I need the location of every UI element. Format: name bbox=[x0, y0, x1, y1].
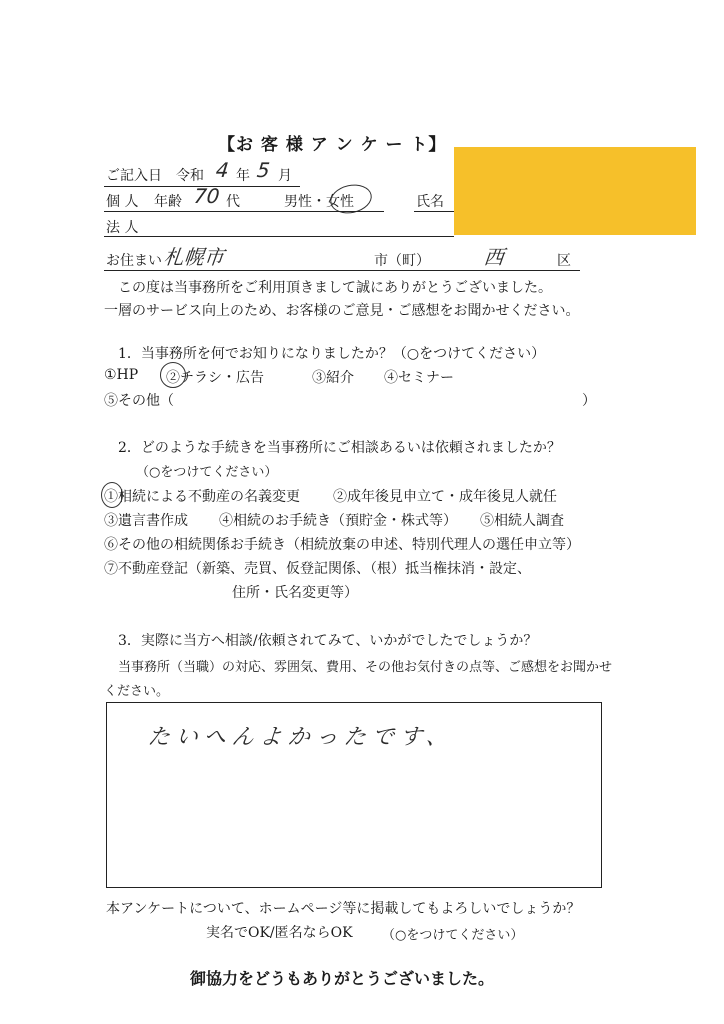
q1-question: 1．当事務所を何でお知りになりましたか？（○をつけてください） bbox=[118, 346, 546, 362]
age-value: 70 bbox=[192, 184, 221, 208]
q2-option-1: ①相続による不動産の名義変更 bbox=[104, 489, 300, 505]
q2-option-2: ②成年後見申立て・成年後見人就任 bbox=[333, 489, 557, 505]
individual-underline bbox=[104, 211, 384, 212]
q2-option-6: ⑥その他の相続関係お手続き（相続放棄の申述、特別代理人の選任申立等） bbox=[104, 537, 580, 553]
month-unit: 月 bbox=[278, 168, 292, 184]
q2-option-7-cont: 住所・氏名変更等） bbox=[232, 585, 358, 601]
q1-selection-circle bbox=[160, 362, 186, 388]
age-unit: 代 bbox=[226, 194, 240, 210]
year-value: 4 bbox=[214, 158, 230, 182]
corp-label: 法 人 bbox=[106, 220, 139, 236]
individual-label: 個 人 bbox=[106, 194, 139, 210]
city-label: 市（町） bbox=[374, 253, 430, 269]
q1-option-referral: ③紹介 bbox=[312, 370, 354, 386]
q1-option-other: ⑤その他（ bbox=[104, 393, 174, 409]
era-label: 令和 bbox=[176, 168, 204, 184]
page-title: 【お 客 様 ア ン ケ ー ト】 bbox=[218, 135, 447, 155]
date-label: ご記入日 bbox=[106, 168, 162, 184]
intro-line-2: 一層のサービス向上のため、お客様のご意見・ご感想をお聞かせください。 bbox=[104, 303, 580, 319]
year-unit: 年 bbox=[236, 168, 250, 184]
address-city-value: 札幌市 bbox=[162, 245, 226, 269]
publish-instruction: （○をつけてください） bbox=[382, 928, 524, 943]
ward-label: 区 bbox=[557, 253, 571, 269]
q2-question: 2．どのような手続きを当事務所にご相談あるいは依頼されましたか？ bbox=[118, 440, 561, 456]
publish-options: 実名でOK/匿名ならOK bbox=[206, 925, 353, 941]
ward-value: 西 bbox=[482, 245, 506, 269]
q3-instruction-1: 当事務所（当職）の対応、雰囲気、費用、その他お気付きの点等、ご感想をお聞かせ bbox=[118, 660, 613, 675]
q1-option-flyer: ②チラシ・広告 bbox=[166, 370, 264, 386]
name-label: 氏名 bbox=[416, 194, 444, 210]
intro-line-1: この度は当事務所をご利用頂きまして誠にありがとうございました。 bbox=[118, 280, 552, 296]
q2-instruction: （○をつけてください） bbox=[136, 465, 278, 480]
closing-message: 御協力をどうもありがとうございました。 bbox=[190, 969, 495, 988]
comment-answer: たいへんよかったです、 bbox=[146, 725, 456, 750]
q2-option-5: ⑤相続人調査 bbox=[480, 513, 564, 529]
q3-instruction-2: ください。 bbox=[104, 684, 170, 699]
address-label: お住まい bbox=[106, 253, 162, 269]
q1-other-close: ） bbox=[582, 393, 596, 409]
gender-options: 男性・女性 bbox=[284, 194, 354, 210]
q3-question: 3．実際に当方へ相談/依頼されてみて、いかがでしたでしょうか？ bbox=[118, 633, 538, 649]
name-redaction-block bbox=[454, 147, 696, 235]
address-underline bbox=[104, 270, 580, 271]
q1-option-seminar: ④セミナー bbox=[384, 370, 454, 386]
month-value: 5 bbox=[255, 158, 271, 182]
q2-option-4: ④相続のお手続き（預貯金・株式等） bbox=[219, 513, 457, 529]
q2-selection-circle bbox=[101, 482, 123, 508]
corp-underline bbox=[104, 236, 454, 237]
q1-option-hp: ①HP bbox=[104, 367, 139, 383]
q2-option-3: ③遺言書作成 bbox=[104, 513, 188, 529]
publish-question: 本アンケートについて、ホームページ等に掲載してもよろしいでしょうか？ bbox=[106, 901, 581, 917]
age-label: 年齢 bbox=[154, 194, 182, 210]
q2-option-7: ⑦不動産登記（新築、売買、仮登記関係、（根）抵当権抹消・設定、 bbox=[104, 561, 531, 577]
